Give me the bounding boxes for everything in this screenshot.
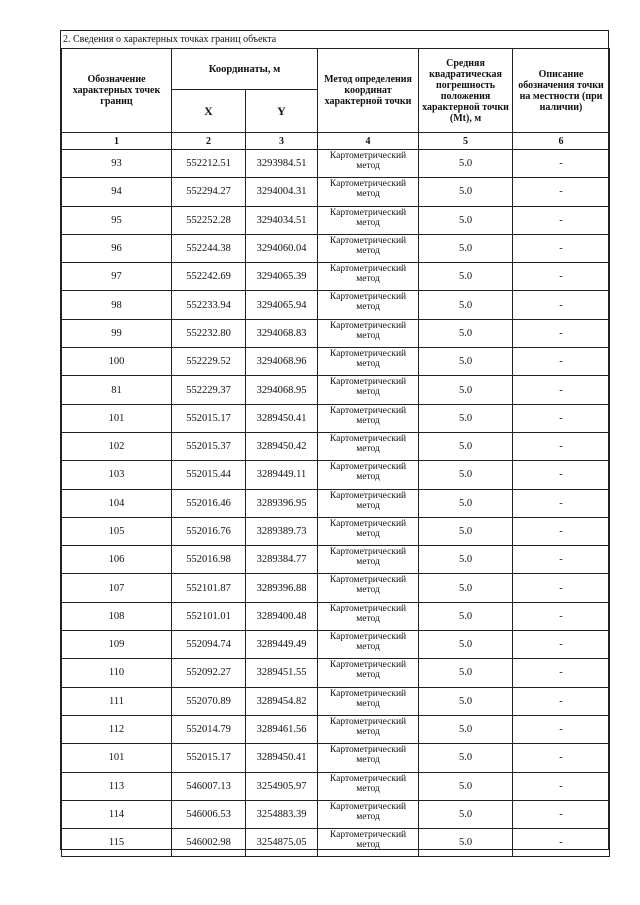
header-designation: Обозначение характерных точек границ: [62, 49, 172, 133]
table-row: [62, 291, 610, 319]
coord-x-cell: 552016.46: [172, 489, 246, 517]
accuracy-cell: 5.0: [419, 376, 513, 404]
coord-x-cell: 552016.98: [172, 546, 246, 574]
description-cell: -: [513, 291, 610, 319]
coord-y-cell: 3289396.95: [246, 489, 318, 517]
table-row: [62, 263, 610, 291]
method-cell: Картометрический метод: [318, 263, 419, 291]
coord-y-cell: 3289454.82: [246, 687, 318, 715]
point-id-cell: 104: [62, 489, 172, 517]
point-id-cell: 112: [62, 715, 172, 743]
coord-x-cell: 552294.27: [172, 178, 246, 206]
coord-x-cell: 552229.37: [172, 376, 246, 404]
table-row: [62, 376, 610, 404]
section-title: 2. Сведения о характерных точках границ объекта: [61, 31, 608, 49]
point-id-cell: 109: [62, 631, 172, 659]
accuracy-cell: 5.0: [419, 432, 513, 460]
empty-row: [62, 857, 610, 877]
point-id-cell: 113: [62, 772, 172, 800]
coord-x-cell: 552092.27: [172, 659, 246, 687]
table-row: [62, 772, 610, 800]
coord-y-cell: 3294034.51: [246, 206, 318, 234]
point-id-cell: 96: [62, 234, 172, 262]
table-row: [62, 517, 610, 545]
accuracy-cell: 5.0: [419, 800, 513, 828]
header-coordinates: Координаты, м: [172, 49, 318, 90]
coord-y-cell: 3289449.49: [246, 631, 318, 659]
table-row: [62, 602, 610, 630]
coord-y-cell: 3289384.77: [246, 546, 318, 574]
method-cell: Картометрический метод: [318, 291, 419, 319]
table-row: [62, 432, 610, 460]
accuracy-cell: 5.0: [419, 715, 513, 743]
accuracy-cell: 5.0: [419, 546, 513, 574]
header-description: Описание обозначения точки на местности (при наличии): [513, 49, 610, 133]
point-id-cell: 97: [62, 263, 172, 291]
description-cell: -: [513, 772, 610, 800]
coord-y-cell: 3289389.73: [246, 517, 318, 545]
coord-y-cell: 3289400.48: [246, 602, 318, 630]
point-id-cell: 110: [62, 659, 172, 687]
accuracy-cell: 5.0: [419, 178, 513, 206]
description-cell: -: [513, 602, 610, 630]
accuracy-cell: 5.0: [419, 659, 513, 687]
coord-x-cell: 552014.79: [172, 715, 246, 743]
point-id-cell: 105: [62, 517, 172, 545]
accuracy-cell: 5.0: [419, 829, 513, 857]
coord-y-cell: 3294068.95: [246, 376, 318, 404]
method-cell: Картометрический метод: [318, 800, 419, 828]
method-cell: Картометрический метод: [318, 687, 419, 715]
accuracy-cell: 5.0: [419, 234, 513, 262]
coord-y-cell: 3254905.97: [246, 772, 318, 800]
description-cell: -: [513, 489, 610, 517]
table-row: [62, 829, 610, 857]
accuracy-cell: 5.0: [419, 206, 513, 234]
point-id-cell: 101: [62, 404, 172, 432]
method-cell: Картометрический метод: [318, 602, 419, 630]
point-id-cell: 107: [62, 574, 172, 602]
accuracy-cell: 5.0: [419, 744, 513, 772]
method-cell: Картометрический метод: [318, 546, 419, 574]
coord-y-cell: 3289450.41: [246, 404, 318, 432]
description-cell: -: [513, 461, 610, 489]
point-id-cell: 93: [62, 150, 172, 178]
method-cell: Картометрический метод: [318, 376, 419, 404]
description-cell: -: [513, 574, 610, 602]
accuracy-cell: 5.0: [419, 602, 513, 630]
accuracy-cell: 5.0: [419, 319, 513, 347]
table-row: [62, 659, 610, 687]
description-cell: -: [513, 234, 610, 262]
description-cell: -: [513, 659, 610, 687]
method-cell: Картометрический метод: [318, 489, 419, 517]
description-cell: -: [513, 178, 610, 206]
accuracy-cell: 5.0: [419, 461, 513, 489]
coord-x-cell: 552015.17: [172, 744, 246, 772]
coord-y-cell: 3289450.41: [246, 744, 318, 772]
method-cell: Картометрический метод: [318, 574, 419, 602]
point-id-cell: 81: [62, 376, 172, 404]
point-id-cell: 106: [62, 546, 172, 574]
point-id-cell: 102: [62, 432, 172, 460]
description-cell: -: [513, 319, 610, 347]
header-y: Y: [246, 90, 318, 133]
point-id-cell: 108: [62, 602, 172, 630]
description-cell: -: [513, 263, 610, 291]
point-id-cell: 98: [62, 291, 172, 319]
coord-y-cell: 3289461.56: [246, 715, 318, 743]
header-x: X: [172, 90, 246, 133]
coord-y-cell: 3294068.96: [246, 348, 318, 376]
coord-y-cell: 3254883.39: [246, 800, 318, 828]
coord-x-cell: 552244.38: [172, 234, 246, 262]
coord-y-cell: 3294065.94: [246, 291, 318, 319]
description-cell: -: [513, 715, 610, 743]
column-number: 3: [246, 133, 318, 150]
method-cell: Картометрический метод: [318, 206, 419, 234]
header-method: Метод определения координат характерной точки: [318, 49, 419, 133]
coord-x-cell: 552094.74: [172, 631, 246, 659]
coord-x-cell: 552101.01: [172, 602, 246, 630]
coord-x-cell: 552252.28: [172, 206, 246, 234]
coord-x-cell: 552212.51: [172, 150, 246, 178]
table-row: [62, 178, 610, 206]
table-row: [62, 631, 610, 659]
table-row: [62, 489, 610, 517]
table-row: [62, 404, 610, 432]
method-cell: Картометрический метод: [318, 715, 419, 743]
point-id-cell: 101: [62, 744, 172, 772]
column-number: 5: [419, 133, 513, 150]
accuracy-cell: 5.0: [419, 574, 513, 602]
coord-x-cell: 552015.44: [172, 461, 246, 489]
coord-y-cell: 3294060.04: [246, 234, 318, 262]
description-cell: -: [513, 829, 610, 857]
point-id-cell: 95: [62, 206, 172, 234]
coord-x-cell: 552233.94: [172, 291, 246, 319]
point-id-cell: 103: [62, 461, 172, 489]
description-cell: -: [513, 432, 610, 460]
method-cell: Картометрический метод: [318, 150, 419, 178]
table-row: [62, 206, 610, 234]
coord-y-cell: 3254875.05: [246, 829, 318, 857]
table-row: [62, 687, 610, 715]
accuracy-cell: 5.0: [419, 687, 513, 715]
method-cell: Картометрический метод: [318, 404, 419, 432]
document-frame: [60, 30, 609, 850]
description-cell: -: [513, 376, 610, 404]
method-cell: Картометрический метод: [318, 348, 419, 376]
method-cell: Картометрический метод: [318, 178, 419, 206]
coord-y-cell: 3289396.88: [246, 574, 318, 602]
method-cell: Картометрический метод: [318, 319, 419, 347]
point-id-cell: 111: [62, 687, 172, 715]
coord-x-cell: 552101.87: [172, 574, 246, 602]
description-cell: -: [513, 206, 610, 234]
method-cell: Картометрический метод: [318, 829, 419, 857]
accuracy-cell: 5.0: [419, 489, 513, 517]
accuracy-cell: 5.0: [419, 263, 513, 291]
coord-x-cell: 552016.76: [172, 517, 246, 545]
coord-y-cell: 3289449.11: [246, 461, 318, 489]
coord-x-cell: 546006.53: [172, 800, 246, 828]
coord-y-cell: 3289451.55: [246, 659, 318, 687]
accuracy-cell: 5.0: [419, 404, 513, 432]
table-row: [62, 150, 610, 178]
point-id-cell: 100: [62, 348, 172, 376]
description-cell: -: [513, 150, 610, 178]
column-number: 6: [513, 133, 610, 150]
coord-y-cell: 3289450.42: [246, 432, 318, 460]
accuracy-cell: 5.0: [419, 772, 513, 800]
method-cell: Картометрический метод: [318, 432, 419, 460]
method-cell: Картометрический метод: [318, 772, 419, 800]
point-id-cell: 99: [62, 319, 172, 347]
coord-x-cell: 552015.37: [172, 432, 246, 460]
accuracy-cell: 5.0: [419, 150, 513, 178]
table-row: [62, 461, 610, 489]
method-cell: Картометрический метод: [318, 744, 419, 772]
table-row: [62, 744, 610, 772]
table-row: [62, 574, 610, 602]
coord-x-cell: 552070.89: [172, 687, 246, 715]
description-cell: -: [513, 744, 610, 772]
coord-y-cell: 3293984.51: [246, 150, 318, 178]
point-id-cell: 114: [62, 800, 172, 828]
description-cell: -: [513, 546, 610, 574]
method-cell: Картометрический метод: [318, 461, 419, 489]
description-cell: -: [513, 800, 610, 828]
accuracy-cell: 5.0: [419, 631, 513, 659]
method-cell: Картометрический метод: [318, 234, 419, 262]
table-row: [62, 800, 610, 828]
coord-y-cell: 3294068.83: [246, 319, 318, 347]
method-cell: Картометрический метод: [318, 631, 419, 659]
coord-x-cell: 552232.80: [172, 319, 246, 347]
coord-y-cell: 3294004.31: [246, 178, 318, 206]
coord-x-cell: 552242.69: [172, 263, 246, 291]
description-cell: -: [513, 687, 610, 715]
description-cell: -: [513, 404, 610, 432]
header-accuracy: Средняя квадратическая погрешность положения характерной точки (Mt), м: [419, 49, 513, 133]
column-number: 4: [318, 133, 419, 150]
method-cell: Картометрический метод: [318, 517, 419, 545]
accuracy-cell: 5.0: [419, 517, 513, 545]
table-row: [62, 234, 610, 262]
coord-x-cell: 546007.13: [172, 772, 246, 800]
description-cell: -: [513, 631, 610, 659]
column-number: 1: [62, 133, 172, 150]
point-id-cell: 94: [62, 178, 172, 206]
point-id-cell: 115: [62, 829, 172, 857]
accuracy-cell: 5.0: [419, 291, 513, 319]
description-cell: -: [513, 348, 610, 376]
coord-x-cell: 546002.98: [172, 829, 246, 857]
table-row: [62, 319, 610, 347]
accuracy-cell: 5.0: [419, 348, 513, 376]
points-table: [61, 48, 610, 876]
table-row: [62, 546, 610, 574]
column-number: 2: [172, 133, 246, 150]
coord-y-cell: 3294065.39: [246, 263, 318, 291]
coord-x-cell: 552229.52: [172, 348, 246, 376]
description-cell: -: [513, 517, 610, 545]
coord-x-cell: 552015.17: [172, 404, 246, 432]
table-row: [62, 715, 610, 743]
table-row: [62, 348, 610, 376]
method-cell: Картометрический метод: [318, 659, 419, 687]
